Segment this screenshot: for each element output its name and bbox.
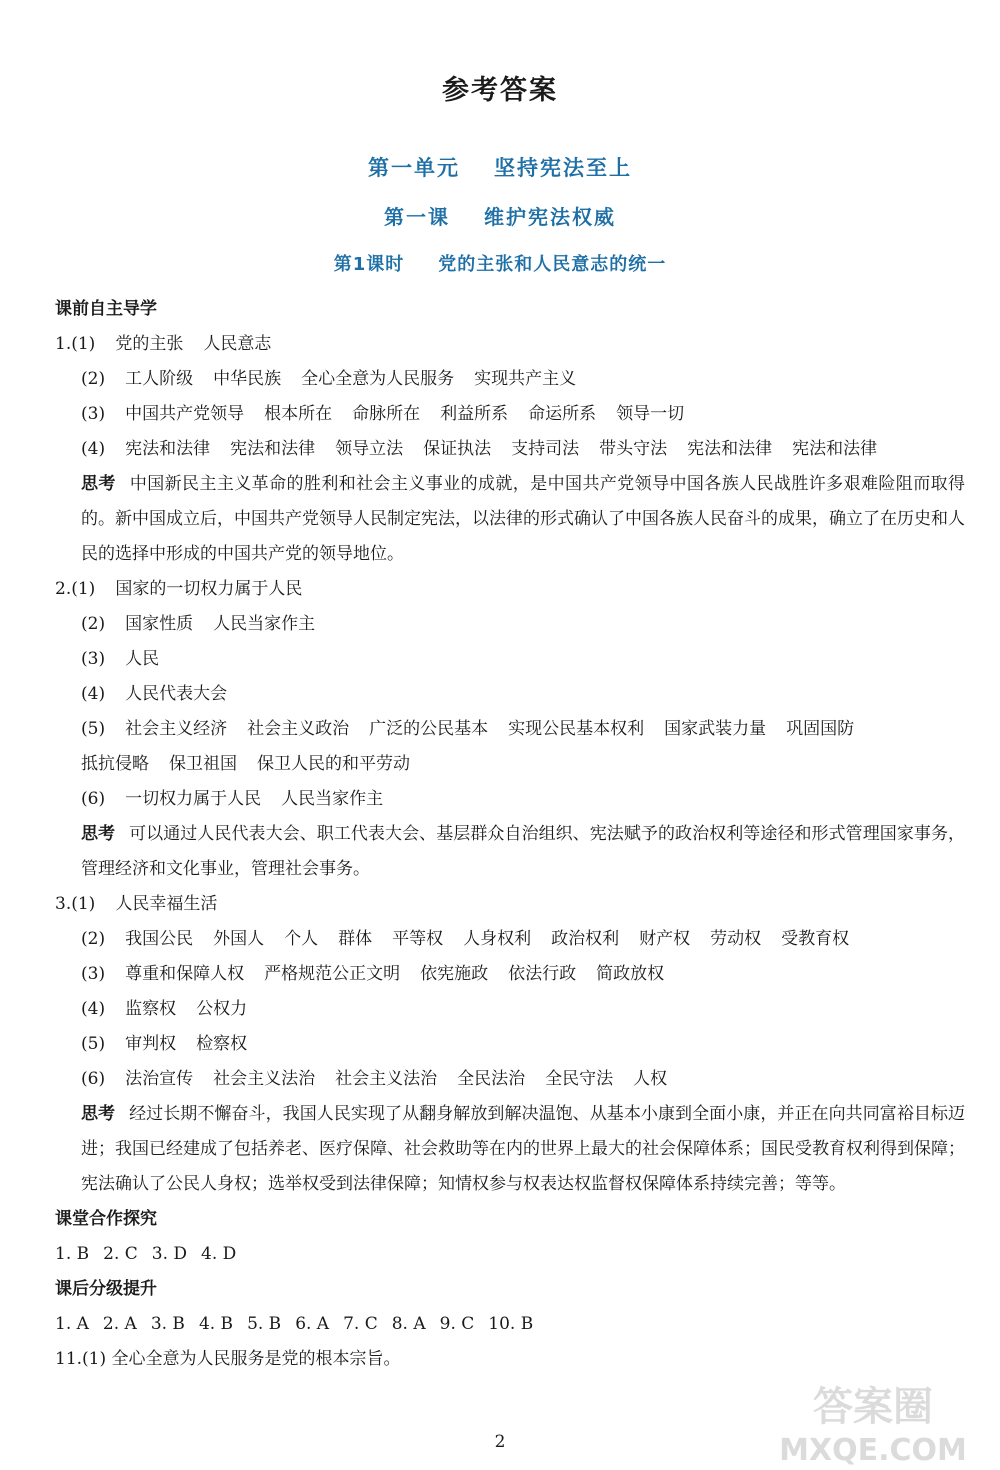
answer-item: 一切权力属于人民 (125, 789, 262, 809)
answer-item: 平等权 (392, 929, 444, 949)
answer-item: 审判权 (125, 1034, 177, 1054)
coop-answers (55, 1237, 965, 1272)
section-after-class: 课后分级提升 (55, 1279, 157, 1299)
answer-item: 国家的一切权力属于人民 (115, 579, 303, 599)
unit-heading (0, 152, 1000, 182)
unit-number: 第一单元 (368, 156, 460, 180)
think-text: 中国新民主主义革命的胜利和社会主义事业的成就，是中国共产党领导中国各族人民战胜许多艰难险阻而取得的。新中国成立后，中国共产党领导人民制定宪法，以法律的形式确认了中国各族人民奋斗的成果，确立了在历史和人民的选择中形成的中国共产党的领导地位。 (81, 474, 966, 564)
mc-answer: 8. A (391, 1314, 426, 1334)
sub-label: (2) (81, 369, 106, 389)
answer-item: 人民 (125, 649, 160, 669)
answer-item: 命脉所在 (352, 404, 421, 424)
think-text: 可以通过人民代表大会、职工代表大会、基层群众自治组织、宪法赋予的政治权利等途径和形式管理国家事务，管理经济和文化事业，管理社会事务。 (81, 824, 966, 879)
answer-item: 实现公民基本权利 (508, 719, 645, 739)
answer-item: 个人 (284, 929, 319, 949)
sub-label: (2) (81, 929, 106, 949)
answer-item: 人民当家作主 (213, 614, 316, 634)
sub-label: (2) (81, 614, 106, 634)
answer-item: 社会主义政治 (247, 719, 350, 739)
sub-label: (5) (81, 719, 106, 739)
answer-item: 利益所系 (440, 404, 509, 424)
answer-item: 尊重和保障人权 (125, 964, 245, 984)
page-number: 2 (494, 1432, 506, 1452)
mc-answer: 2. A (102, 1314, 137, 1334)
answer-item: 社会主义法治 (335, 1069, 438, 1089)
answer-item: 国家武装力量 (664, 719, 767, 739)
q1-line-1 (55, 327, 965, 362)
q3-think (55, 1097, 965, 1202)
answer-item: 宪法和法律 (792, 439, 878, 459)
q3-line-2 (55, 922, 965, 957)
mc-answer: 10. B (488, 1314, 534, 1334)
answer-item: 国家性质 (125, 614, 194, 634)
answer-item: 严格规范公正文明 (264, 964, 401, 984)
q3-line-1 (55, 887, 965, 922)
answer-item: 人民幸福生活 (115, 894, 218, 914)
watermark-logo (758, 1372, 988, 1468)
answer-item: 人身权利 (463, 929, 532, 949)
section-pre-class: 课前自主导学 (55, 299, 157, 319)
lesson-name: 维护宪法权威 (484, 205, 616, 229)
answer-item: 带头守法 (599, 439, 668, 459)
answer-item: 公权力 (196, 999, 248, 1019)
sub-label: (4) (81, 684, 106, 704)
mc-answer: 6. A (295, 1314, 330, 1334)
think-text: 经过长期不懈奋斗，我国人民实现了从翻身解放到解决温饱、从基本小康到全面小康，并正在向共同富裕目标迈进；我国已经建成了包括养老、医疗保障、社会救助等在内的世界上最大的社会保障体系；国民受教育权利得到保障；宪法确认了公民人身权；选举权受到法律保障；知情权参与权表达权监督权保障体系持续完善；等等。 (81, 1104, 966, 1194)
answer-item: 全心全意为人民服务 (301, 369, 455, 389)
answer-body (55, 292, 965, 1377)
q2-line-2 (55, 607, 965, 642)
sub-label: (1) (71, 894, 96, 914)
lesson-number: 第一课 (384, 205, 450, 229)
q2-line-1 (55, 572, 965, 607)
answer-item: 外国人 (213, 929, 265, 949)
sub-label: (3) (81, 404, 106, 424)
mc-answer: 2. C (103, 1244, 138, 1264)
answer-item: 支持司法 (511, 439, 580, 459)
q1-number: 1. (55, 334, 72, 354)
answer-item: 人民当家作主 (281, 789, 384, 809)
answer-item: 法治宣传 (125, 1069, 194, 1089)
sub-label: (6) (81, 789, 106, 809)
answer-item: 人民意志 (203, 334, 272, 354)
q1-think (55, 467, 965, 572)
section-in-class: 课堂合作探究 (55, 1209, 157, 1229)
answer-item: 受教育权 (781, 929, 850, 949)
q3-line-3 (55, 957, 965, 992)
answer-item: 监察权 (125, 999, 177, 1019)
answer-item: 领导一切 (616, 404, 685, 424)
answer-item: 根本所在 (264, 404, 333, 424)
mc-answer: 1. B (55, 1244, 90, 1264)
think-label: 思考 (81, 474, 116, 494)
period-heading (0, 250, 1000, 276)
answer-item: 宪法和法律 (687, 439, 773, 459)
lesson-heading (0, 201, 1000, 230)
q2-line-6 (55, 782, 965, 817)
q1-line-2 (55, 362, 965, 397)
sub-label: (4) (81, 999, 106, 1019)
answer-item: 实现共产主义 (474, 369, 577, 389)
answer-item: 劳动权 (710, 929, 762, 949)
q11-line: 11.(1) 全心全意为人民服务是党的根本宗旨。 (55, 1349, 401, 1369)
answer-item: 人民代表大会 (125, 684, 228, 704)
sub-label: (3) (81, 964, 106, 984)
sub-label: (6) (81, 1069, 106, 1089)
answer-item: 抵抗侵略 (81, 754, 149, 774)
q3-line-5 (55, 1027, 965, 1062)
page-title: 参考答案 (442, 75, 558, 106)
q2-line-5-cont (55, 747, 965, 782)
answer-item: 依宪施政 (420, 964, 489, 984)
answer-item: 社会主义经济 (125, 719, 228, 739)
answer-item: 巩固国防 (786, 719, 855, 739)
answer-item: 全民守法 (545, 1069, 614, 1089)
watermark-bottom-text: MXQE.COM (779, 1433, 967, 1468)
q2-think (55, 817, 965, 887)
answer-item: 中国共产党领导 (125, 404, 245, 424)
think-label: 思考 (81, 824, 116, 844)
answer-item: 保证执法 (423, 439, 492, 459)
answer-item: 工人阶级 (125, 369, 194, 389)
sub-label: (5) (81, 1034, 106, 1054)
answer-item: 社会主义法治 (213, 1069, 316, 1089)
mc-answer: 4. B (198, 1314, 234, 1334)
watermark-top-text: 答案圈 (813, 1384, 933, 1430)
q2-number: 2. (55, 579, 72, 599)
answer-item: 检察权 (196, 1034, 248, 1054)
answer-item: 领导立法 (335, 439, 404, 459)
answer-item: 人权 (633, 1069, 668, 1089)
mc-answer: 3. D (151, 1244, 188, 1264)
mc-answer: 3. B (150, 1314, 185, 1334)
answer-item: 命运所系 (528, 404, 597, 424)
q3-line-4 (55, 992, 965, 1027)
q1-line-4 (55, 432, 965, 467)
mc-answer: 7. C (343, 1314, 378, 1334)
q1-sub-label: (1) (71, 334, 96, 354)
sub-label: (4) (81, 439, 106, 459)
answer-item: 全民法治 (457, 1069, 526, 1089)
answer-item: 党的主张 (115, 334, 184, 354)
answer-item: 宪法和法律 (125, 439, 211, 459)
answer-item: 我国公民 (125, 929, 194, 949)
answer-item: 财产权 (639, 929, 691, 949)
answer-item: 保卫祖国 (169, 754, 237, 774)
q2-line-5 (55, 712, 965, 747)
answer-item: 广泛的公民基本 (369, 719, 489, 739)
q3-number: 3. (55, 894, 72, 914)
answer-item: 保卫人民的和平劳动 (257, 754, 410, 774)
sub-label: (3) (81, 649, 106, 669)
mc-answer: 5. B (247, 1314, 282, 1334)
sub-label: (1) (71, 579, 96, 599)
think-label: 思考 (81, 1104, 116, 1124)
period-number: 第1课时 (333, 254, 405, 275)
period-name: 党的主张和人民意志的统一 (438, 254, 667, 275)
q1-line-3 (55, 397, 965, 432)
mc-answer: 4. D (201, 1244, 237, 1264)
answer-item: 群体 (338, 929, 373, 949)
q2-line-4 (55, 677, 965, 712)
mc-answer: 9. C (439, 1314, 475, 1334)
post-answers (55, 1307, 965, 1342)
answer-item: 宪法和法律 (230, 439, 316, 459)
answer-item: 中华民族 (213, 369, 282, 389)
mc-answer: 1. A (55, 1314, 89, 1334)
answer-item: 简政放权 (596, 964, 665, 984)
answer-item: 依法行政 (508, 964, 577, 984)
q3-line-6 (55, 1062, 965, 1097)
unit-name: 坚持宪法至上 (494, 156, 632, 180)
q2-line-3 (55, 642, 965, 677)
answer-item: 政治权利 (551, 929, 620, 949)
